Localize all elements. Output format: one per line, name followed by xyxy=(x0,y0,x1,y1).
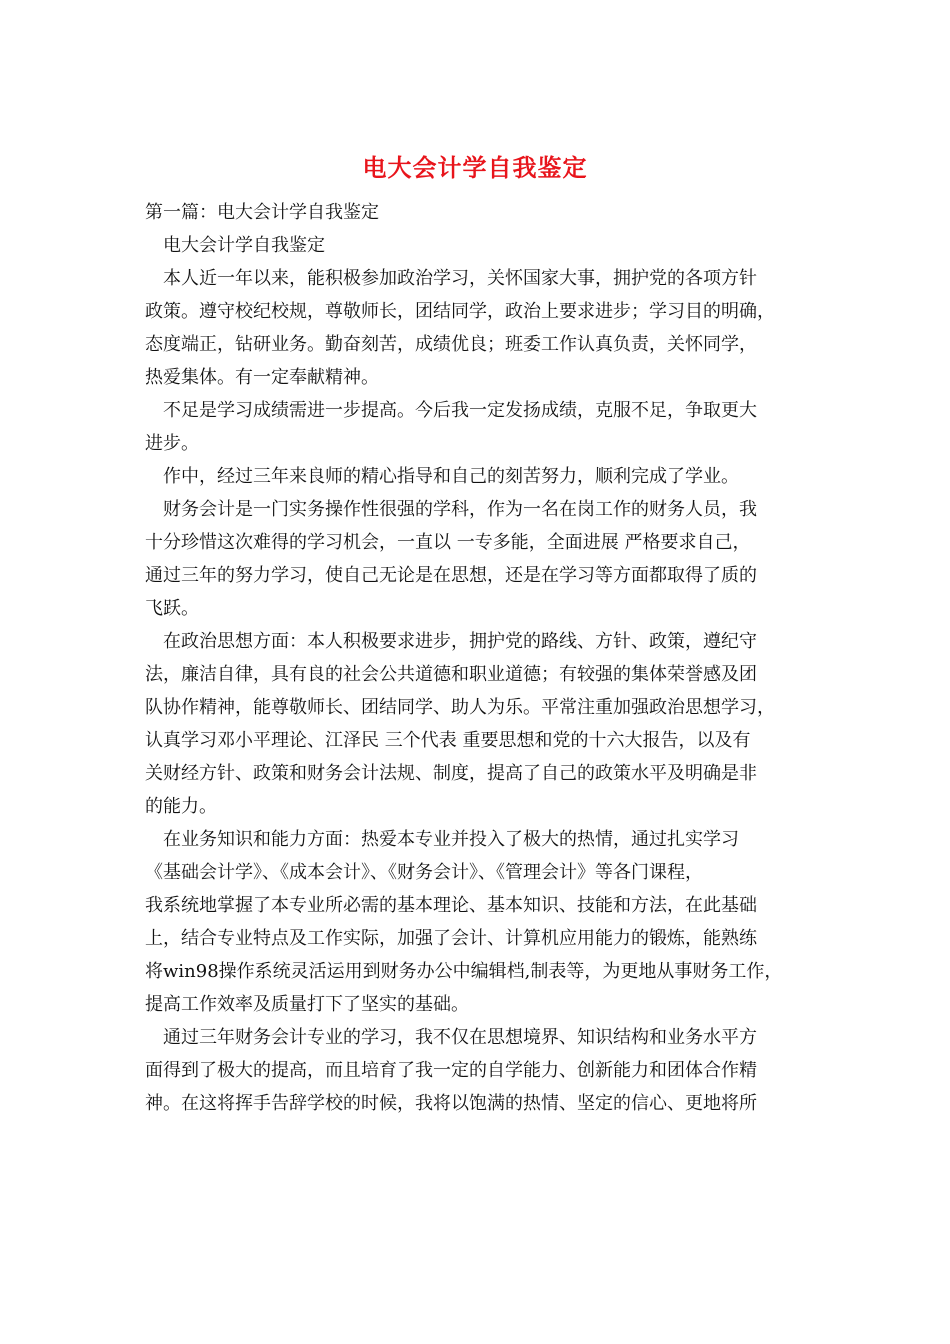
paragraph-line: 在政治思想方面：本人积极要求进步，拥护党的路线、方针、政策，遵纪守 xyxy=(163,631,757,652)
paragraph-line: 队协作精神，能尊敬师长、团结同学、助人为乐。平常注重加强政治思想学习， xyxy=(145,697,775,718)
paragraph-line: 《基础会计学》、《成本会计》、《财务会计》、《管理会计》等各门课程， xyxy=(145,862,703,883)
document-title: 电大会计学自我鉴定 xyxy=(362,153,588,182)
paragraph-line: 将win98操作系统灵活运用到财务办公中编辑档,制表等，为更地从事财务工作， xyxy=(145,961,783,982)
paragraph-line: 热爱集体。有一定奉献精神。 xyxy=(145,367,379,388)
paragraph-line: 飞跃。 xyxy=(145,598,199,619)
paragraph-line: 关财经方针、政策和财务会计法规、制度，提高了自己的政策水平及明确是非 xyxy=(145,763,757,784)
paragraph-line: 认真学习邓小平理论、江泽民 三个代表 重要思想和党的十六大报告，以及有 xyxy=(145,730,751,751)
paragraph-line: 进步。 xyxy=(145,433,199,454)
paragraph-line: 通过三年的努力学习，使自己无论是在思想，还是在学习等方面都取得了质的 xyxy=(145,565,757,586)
subheading: 电大会计学自我鉴定 xyxy=(163,235,325,256)
paragraph-line: 十分珍惜这次难得的学习机会，一直以 一专多能，全面进展 严格要求自己， xyxy=(145,532,751,553)
paragraph-line: 神。在这将挥手告辞学校的时候，我将以饱满的热情、坚定的信心、更地将所 xyxy=(145,1093,757,1114)
section-heading: 第一篇：电大会计学自我鉴定 xyxy=(145,202,379,223)
paragraph-line: 本人近一年以来，能积极参加政治学习，关怀国家大事，拥护党的各项方针 xyxy=(163,268,757,289)
paragraph-line: 态度端正，钻研业务。勤奋刻苦，成绩优良；班委工作认真负责，关怀同学， xyxy=(145,334,757,355)
paragraph-line: 我系统地掌握了本专业所必需的基本理论、基本知识、技能和方法，在此基础 xyxy=(145,895,757,916)
paragraph-line: 通过三年财务会计专业的学习，我不仅在思想境界、知识结构和业务水平方 xyxy=(163,1027,757,1048)
paragraph-line: 法，廉洁自律，具有良的社会公共道德和职业道德；有较强的集体荣誉感及团 xyxy=(145,664,757,685)
paragraph-line: 在业务知识和能力方面：热爱本专业并投入了极大的热情，通过扎实学习 xyxy=(163,829,739,850)
paragraph-line: 上，结合专业特点及工作实际，加强了会计、计算机应用能力的锻炼，能熟练 xyxy=(145,928,757,949)
paragraph-line: 的能力。 xyxy=(145,796,217,817)
paragraph-line: 财务会计是一门实务操作性很强的学科，作为一名在岗工作的财务人员，我 xyxy=(163,499,757,520)
paragraph-line: 面得到了极大的提高，而且培育了我一定的自学能力、创新能力和团体合作精 xyxy=(145,1060,757,1081)
paragraph-line: 提高工作效率及质量打下了坚实的基础。 xyxy=(145,994,469,1015)
paragraph-line: 政策。遵守校纪校规，尊敬师长，团结同学，政治上要求进步；学习目的明确， xyxy=(145,301,775,322)
paragraph-line: 不足是学习成绩需进一步提高。今后我一定发扬成绩，克服不足，争取更大 xyxy=(163,400,757,421)
paragraph-line: 作中，经过三年来良师的精心指导和自己的刻苦努力，顺利完成了学业。 xyxy=(163,466,739,487)
document-body xyxy=(145,196,815,1120)
